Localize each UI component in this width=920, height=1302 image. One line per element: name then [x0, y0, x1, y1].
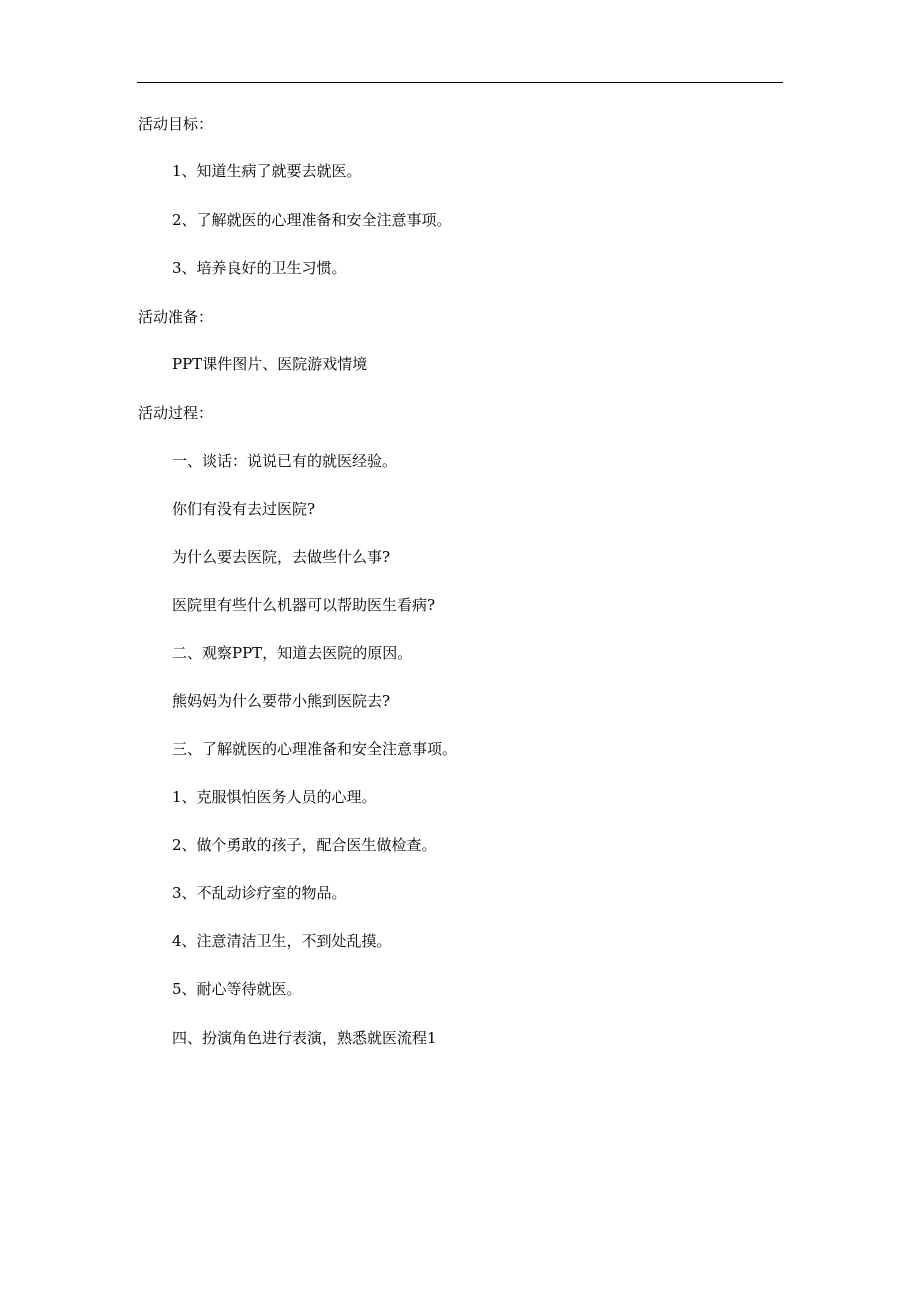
- process-question: 你们有没有去过医院?: [172, 500, 316, 518]
- process-subitem: 5、耐心等待就医。: [172, 980, 302, 998]
- process-subitem: 2、做个勇敢的孩子，配合医生做检查。: [172, 836, 437, 854]
- process-step: 二、观察PPT，知道去医院的原因。: [172, 644, 413, 662]
- process-subitem: 1、克服惧怕医务人员的心理。: [172, 788, 377, 806]
- goal-item: 3、培养良好的卫生习惯。: [172, 259, 347, 277]
- process-subitem: 3、不乱动诊疗室的物品。: [172, 884, 347, 902]
- section-heading-preparation: 活动准备：: [138, 308, 214, 326]
- process-step: 四、扮演角色进行表演，熟悉就医流程1: [172, 1029, 437, 1047]
- process-question: 为什么要去医院，去做些什么事?: [172, 548, 391, 566]
- preparation-item: PPT课件图片、医院游戏情境: [172, 355, 368, 373]
- goal-item: 1、知道生病了就要去就医。: [172, 162, 362, 180]
- process-question: 医院里有些什么机器可以帮助医生看病?: [172, 596, 436, 614]
- process-step: 三、了解就医的心理准备和安全注意事项。: [172, 740, 458, 758]
- section-heading-goals: 活动目标：: [138, 115, 214, 133]
- header-rule: [137, 82, 783, 83]
- process-step: 一、谈话：说说已有的就医经验。: [172, 452, 398, 470]
- goal-item: 2、了解就医的心理准备和安全注意事项。: [172, 211, 452, 229]
- process-subitem: 4、注意清洁卫生，不到处乱摸。: [172, 932, 392, 950]
- process-question: 熊妈妈为什么要带小熊到医院去?: [172, 692, 391, 710]
- section-heading-process: 活动过程：: [138, 404, 214, 422]
